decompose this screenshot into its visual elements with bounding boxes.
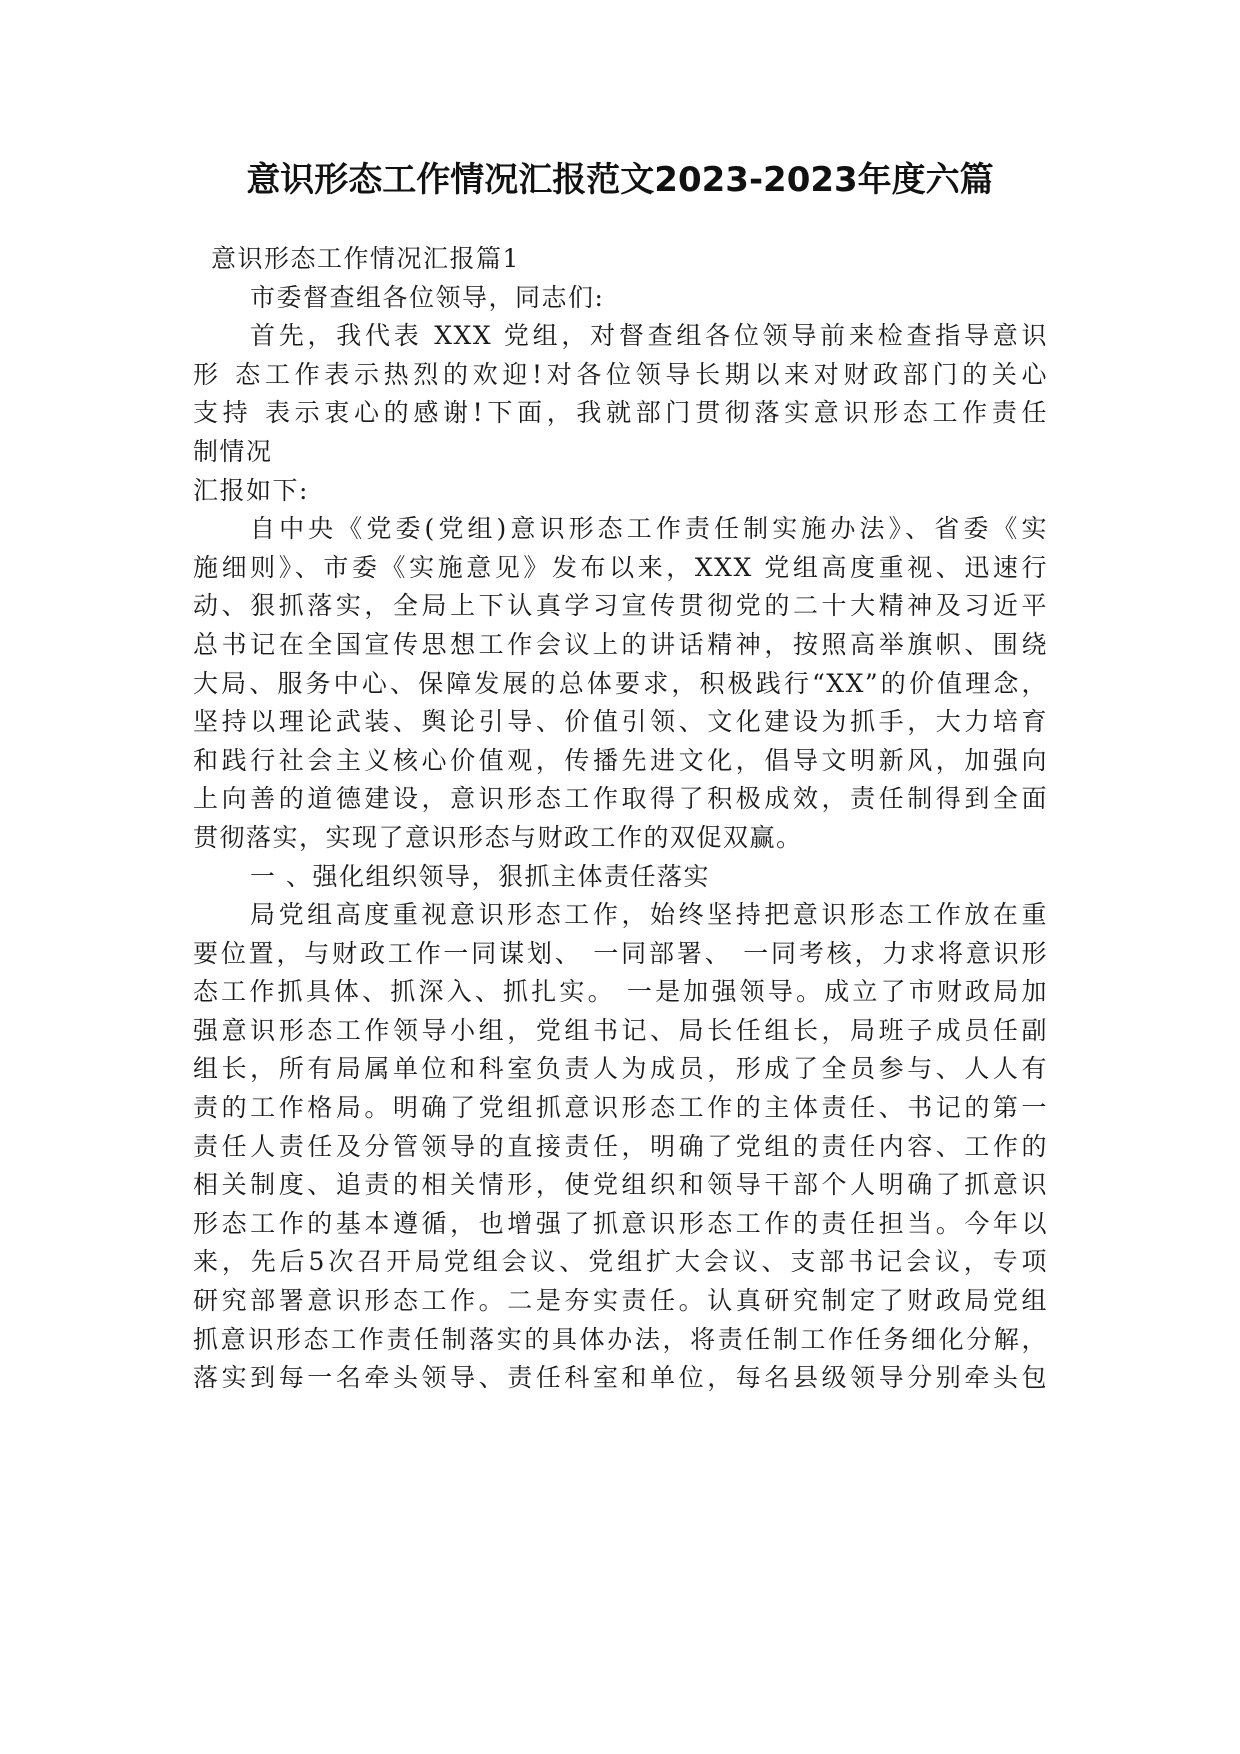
paragraph-line: 责的工作格局。明确了党组抓意识形态工作的主体责任、书记的第一: [193, 1093, 1048, 1123]
paragraph-line: 形态工作的基本遵循，也增强了抓意识形态工作的责任担当。今年以: [193, 1208, 1048, 1238]
paragraph-line: 组长，所有局属单位和科室负责人为成员，形成了全员参与、人人有: [193, 1054, 1048, 1084]
paragraph-line: 态工作抓具体、抓深入、抓扎实。 一是加强领导。成立了市财政局加: [193, 977, 1048, 1007]
document-title: 意识形态工作情况汇报范文2023-2023年度六篇: [246, 160, 994, 200]
paragraph-line: 强意识形态工作领导小组，党组书记、局长任组长，局班子成员任副: [193, 1015, 1048, 1045]
salutation: 市委督查组各位领导，同志们:: [250, 282, 605, 312]
paragraph-line: 来，先后5次召开局党组会议、党组扩大会议、支部书记会议，专项: [193, 1247, 1048, 1277]
paragraph-line: 责任人责任及分管领导的直接责任，明确了党组的责任内容、工作的: [193, 1131, 1048, 1161]
paragraph-line: 形 态工作表示热烈的欢迎!对各位领导长期以来对财政部门的关心: [193, 359, 1048, 389]
paragraph-line: 总书记在全国宣传思想工作会议上的讲话精神，按照高举旗帜、围绕: [193, 629, 1048, 659]
paragraph-line: 落实到每一名牵头领导、责任科室和单位，每名县级领导分别牵头包: [193, 1363, 1048, 1393]
section-heading: 意识形态工作情况汇报篇1: [211, 244, 520, 273]
paragraph-line: 汇报如下:: [193, 475, 309, 505]
paragraph-line: 制情况: [193, 436, 273, 466]
paragraph-line: 要位置，与财政工作一同谋划、 一同部署、 一同考核，力求将意识形: [193, 938, 1048, 968]
paragraph-line: 抓意识形态工作责任制落实的具体办法，将责任制工作任务细化分解，: [193, 1324, 1048, 1354]
paragraph-line: 支持 表示衷心的感谢!下面，我就部门贯彻落实意识形态工作责任: [193, 398, 1048, 428]
paragraph-line: 研究部署意识形态工作。二是夯实责任。认真研究制定了财政局党组: [193, 1286, 1048, 1316]
paragraph-line: 坚持以理论武装、舆论引导、价值引领、文化建设为抓手，大力培育: [193, 707, 1048, 737]
subsection-heading: 一 、强化组织领导，狠抓主体责任落实: [250, 861, 710, 891]
document-body: [193, 240, 1048, 1398]
paragraph-line: 局党组高度重视意识形态工作，始终坚持把意识形态工作放在重: [250, 900, 1048, 930]
paragraph-line: 贯彻落实，实现了意识形态与财政工作的双促双赢。: [193, 822, 803, 852]
paragraph-line: 和践行社会主义核心价值观，传播先进文化，倡导文明新风，加强向: [193, 745, 1048, 775]
paragraph-line: 首先，我代表 XXX 党组，对督查组各位领导前来检查指导意识: [250, 321, 1048, 351]
paragraph-line: 相关制度、追责的相关情形，使党组织和领导干部个人明确了抓意识: [193, 1170, 1048, 1200]
paragraph-line: 上向善的道德建设，意识形态工作取得了积极成效，责任制得到全面: [193, 784, 1048, 814]
paragraph-line: 动、狠抓落实，全局上下认真学习宣传贯彻党的二十大精神及习近平: [193, 591, 1048, 621]
paragraph-line: 施细则》、市委《实施意见》发布以来，XXX 党组高度重视、迅速行: [193, 552, 1048, 582]
paragraph-line: 自中央《党委(党组)意识形态工作责任制实施办法》、省委《实: [250, 514, 1048, 544]
paragraph-line: 大局、服务中心、保障发展的总体要求，积极践行“XX”的价值理念，: [193, 668, 1048, 698]
